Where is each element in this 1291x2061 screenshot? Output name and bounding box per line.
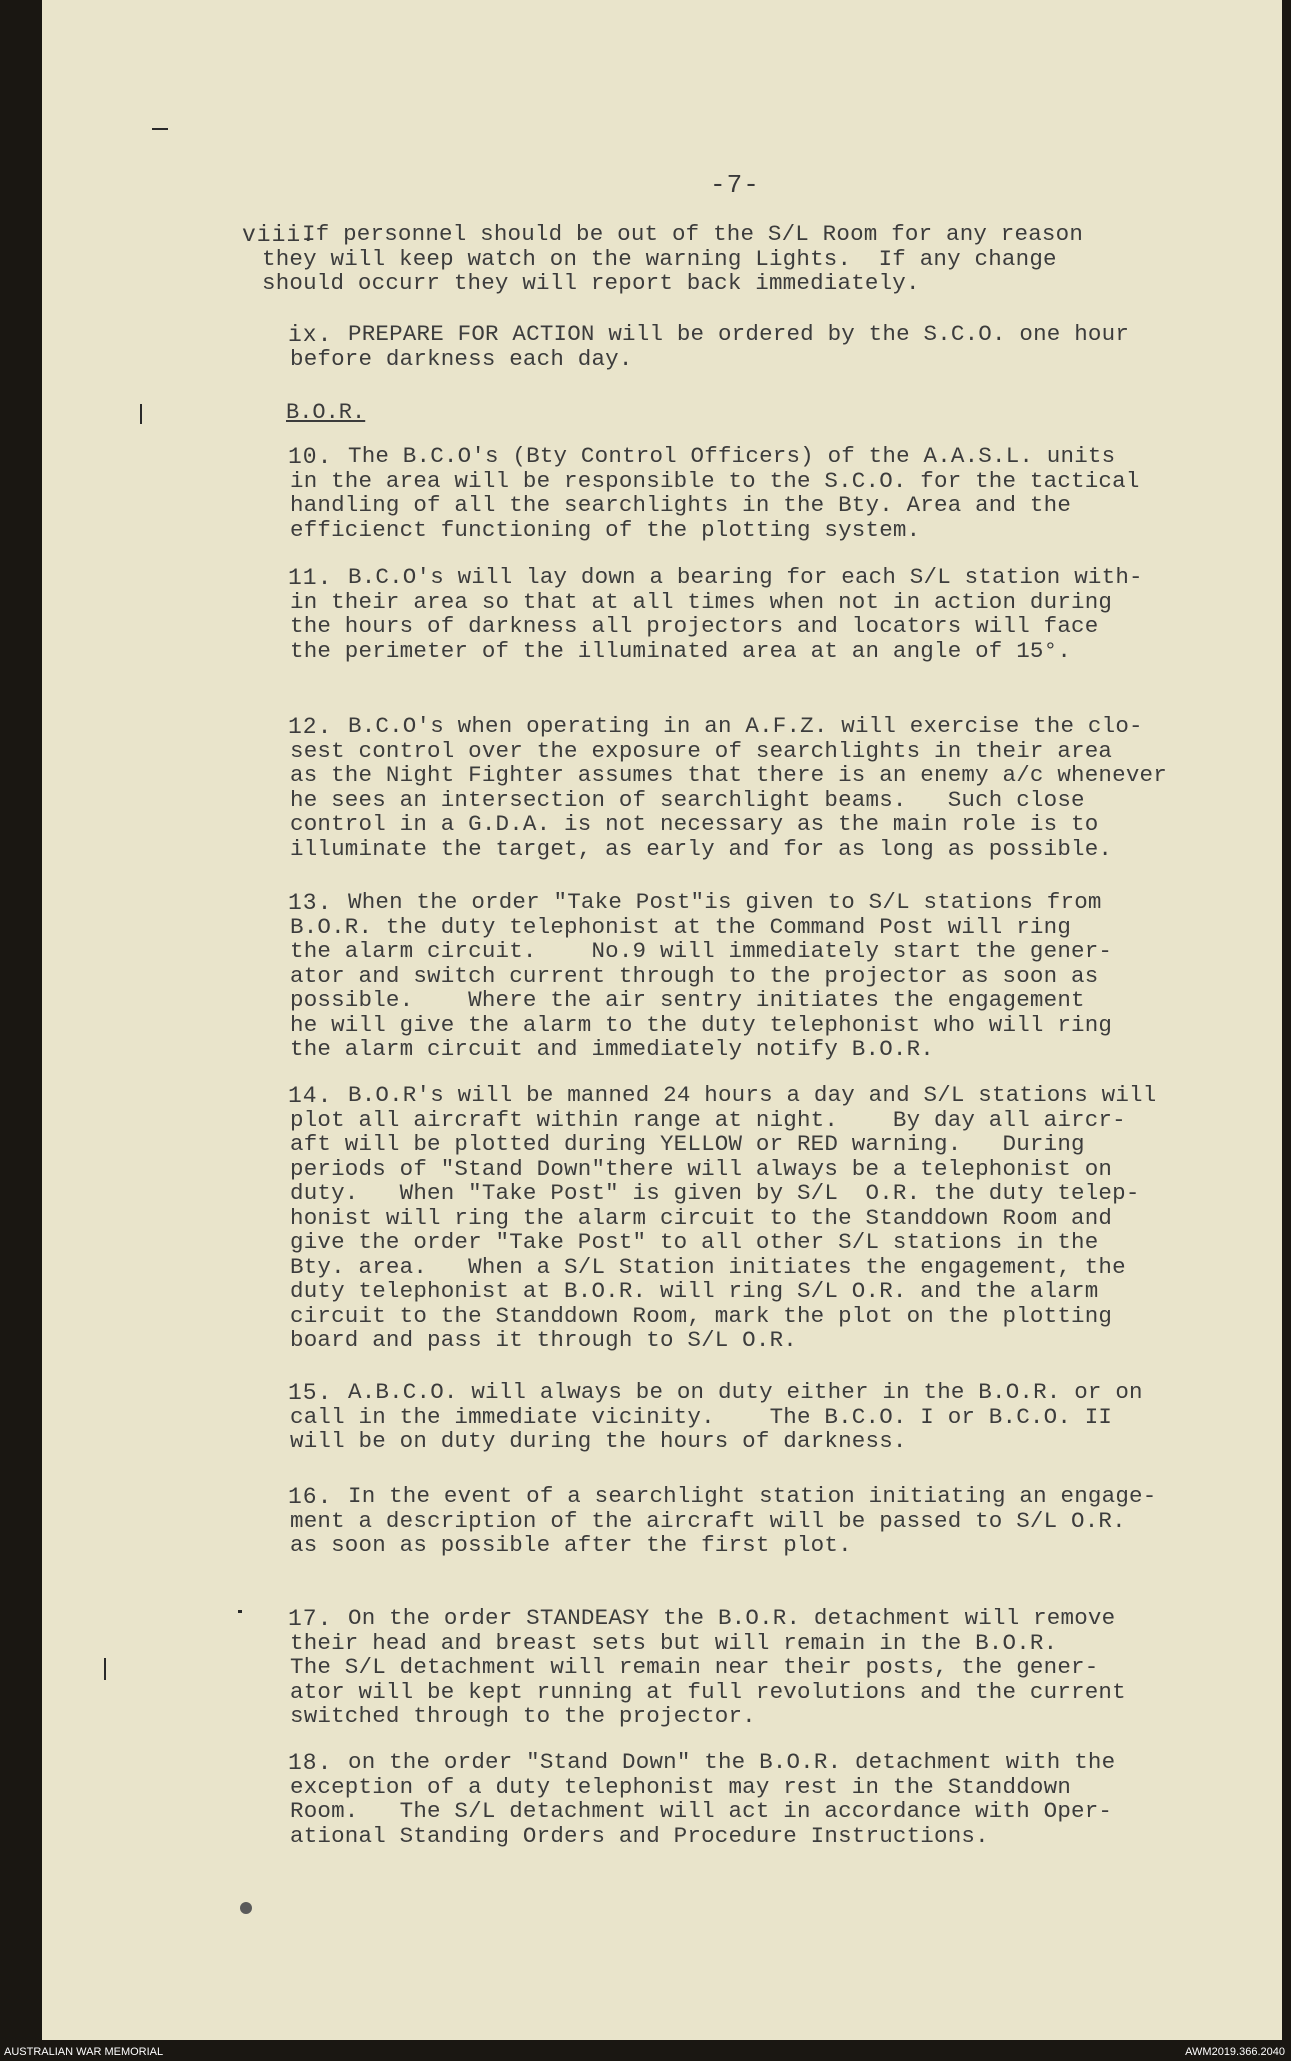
margin-mark (238, 1610, 242, 1613)
paragraph-line: ment a description of the aircraft will be passed to S/L O.R. (290, 1507, 1126, 1534)
paragraph-line: sest control over the exposure of searchlights in their area (290, 737, 1113, 764)
paragraph-number: 12. (288, 714, 333, 740)
paragraph-line: aft will be plotted during YELLOW or RED warning. During (290, 1131, 1085, 1157)
paragraph-line: they will keep watch on the warning Lights. If any change (262, 245, 1057, 272)
paragraph-line: the alarm circuit. No.9 will immediately start the gener- (290, 938, 1113, 964)
paragraph-line: the hours of darkness all projectors and locators will face (290, 613, 1099, 639)
paragraph-number: 10. (288, 444, 333, 470)
paragraph-number: 15. (288, 1380, 333, 1406)
footer-reference: AWM2019.366.2040 (1185, 2046, 1285, 2058)
paragraph-line: exception of a duty telephonist may rest in the Standdown (290, 1773, 1072, 1800)
paragraph-line: B.O.R's will be manned 24 hours a day and S/L stations will (348, 1082, 1157, 1108)
paragraph-line: on the order "Stand Down" the B.O.R. detachment with the (348, 1749, 1116, 1775)
margin-mark (152, 128, 168, 130)
paragraph-line: circuit to the Standdown Room, mark the plot on the plotting (290, 1302, 1113, 1329)
paragraph-number: 13. (288, 890, 333, 916)
paragraph-line: control in a G.D.A. is not necessary as the main role is to (290, 811, 1099, 837)
paragraph-line: The B.C.O's (Bty Control Officers) of the A.A.S.L. units (348, 443, 1116, 469)
paragraph-line: When the order "Take Post"is given to S/L stations from (348, 889, 1102, 915)
ink-blot (240, 1902, 252, 1914)
paragraph-number: 18. (288, 1750, 333, 1776)
paragraph-number: viii. (242, 222, 317, 248)
footer-credit: AUSTRALIAN WAR MEMORIAL (4, 2046, 164, 2058)
paragraph-line: In the event of a searchlight station initiating an engage- (348, 1483, 1157, 1509)
paragraph-line: duty. When "Take Post" is given by S/L O.R. the duty telep- (290, 1180, 1140, 1206)
paragraph-line: in the area will be responsible to the S.C.O. for the tactical (290, 467, 1140, 494)
paragraph-line: ator will be kept running at full revolutions and the current (290, 1678, 1126, 1705)
paragraph-line: plot all aircraft within range at night. By day all aircr- (290, 1106, 1126, 1133)
paragraph-line: will be on duty during the hours of darkness. (290, 1428, 907, 1454)
paragraph-line: he will give the alarm to the duty telephonist who will ring (290, 1011, 1113, 1038)
paragraph-line: periods of "Stand Down"there will always be a telephonist on (290, 1155, 1113, 1182)
paragraph-line: honist will ring the alarm circuit to the Standdown Room and (290, 1204, 1113, 1231)
paragraph-line: B.C.O's when operating in an A.F.Z. will exercise the clo- (348, 713, 1143, 739)
margin-mark (104, 1658, 106, 1680)
paragraph-line: B.C.O's will lay down a bearing for each S/L station with- (348, 564, 1143, 590)
paragraph-number: ix. (288, 322, 333, 348)
paragraph-line: illuminate the target, as early and for as long as possible. (290, 835, 1113, 862)
paragraph-line: in their area so that at all times when not in action during (290, 588, 1113, 615)
page-number: -7- (710, 170, 760, 200)
paragraph-line: switched through to the projector. (290, 1703, 756, 1729)
paragraph-line: he sees an intersection of searchlight beams. Such close (290, 786, 1085, 813)
paragraph-number: 14. (288, 1083, 333, 1109)
paragraph-line: the perimeter of the illuminated area at an angle of 15°. (290, 637, 1072, 664)
paragraph-line: possible. Where the air sentry initiates the engagement (290, 987, 1085, 1013)
paragraph-line: should occurr they will report back immediately. (262, 270, 920, 296)
document-page (42, 0, 1282, 2040)
paragraph-line: efficienct functioning of the plotting system. (290, 516, 921, 543)
paragraph-line: ator and switch current through to the projector as soon as (290, 962, 1099, 989)
paragraph-line: handling of all the searchlights in the Bty. Area and the (290, 492, 1072, 518)
paragraph-number: 11. (288, 565, 333, 591)
paragraph-line: Room. The S/L detachment will act in accordance with Oper- (290, 1798, 1113, 1824)
paragraph-line: On the order STANDEASY the B.O.R. detachment will remove (348, 1605, 1116, 1631)
paragraph-line: as soon as possible after the first plot. (290, 1532, 852, 1558)
paragraph-line: If personnel should be out of the S/L Room for any reason (302, 221, 1084, 247)
section-heading: B.O.R. (286, 400, 366, 425)
paragraph-line: as the Night Fighter assumes that there is an enemy a/c whenever (290, 762, 1167, 788)
paragraph-line: The S/L detachment will remain near their posts, the gener- (290, 1654, 1099, 1680)
paragraph-line: before darkness each day. (290, 345, 633, 372)
paragraph-line: A.B.C.O. will always be on duty either in the B.O.R. or on (348, 1379, 1143, 1405)
paragraph-line: B.O.R. the duty telephonist at the Command Post will ring (290, 913, 1072, 940)
paragraph-line: duty telephonist at B.O.R. will ring S/L O.R. and the alarm (290, 1278, 1099, 1304)
paragraph-line: their head and breast sets but will remain in the B.O.R. (290, 1629, 1058, 1656)
paragraph-line: PREPARE FOR ACTION will be ordered by the S.C.O. one hour (348, 321, 1130, 347)
paragraph-line: board and pass it through to S/L O.R. (290, 1327, 797, 1353)
paragraph-number: 16. (288, 1484, 333, 1510)
paragraph-line: give the order "Take Post" to all other S/L stations in the (290, 1229, 1099, 1255)
paragraph-line: call in the immediate vicinity. The B.C.O. I or B.C.O. II (290, 1403, 1113, 1430)
paragraph-line: the alarm circuit and immediately notify B.O.R. (290, 1036, 935, 1062)
margin-mark (140, 404, 142, 424)
paragraph-line: Bty. area. When a S/L Station initiates the engagement, the (290, 1253, 1126, 1280)
paragraph-line: ational Standing Orders and Procedure Instructions. (290, 1822, 989, 1849)
paragraph-number: 17. (288, 1606, 333, 1632)
